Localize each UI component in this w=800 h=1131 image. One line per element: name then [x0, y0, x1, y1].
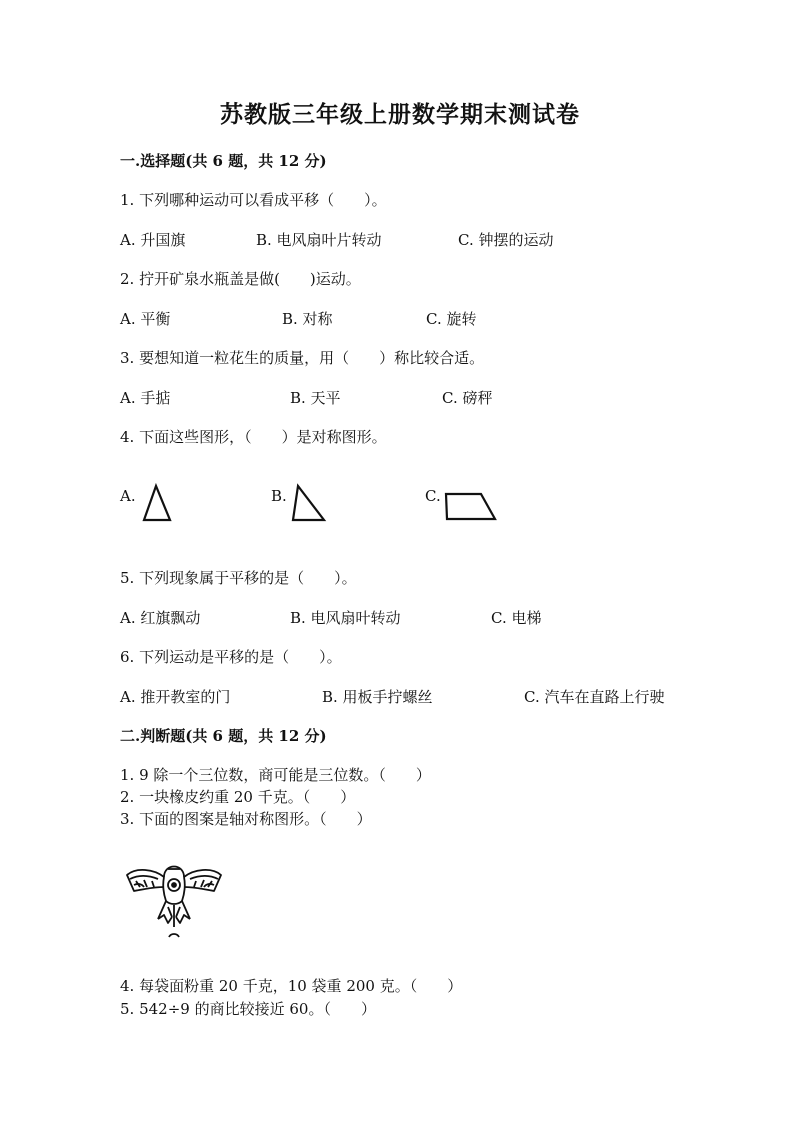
question-5-option-c: C. 电梯: [491, 609, 542, 627]
question-4-stem: 4. 下面这些图形，（ ）是对称图形。: [120, 428, 387, 446]
scalene-triangle-figure: [290, 484, 328, 522]
tf-question-4: 4. 每袋面粉重 20 千克，10 袋重 200 克。（ ）: [120, 977, 463, 995]
question-2-option-c: C. 旋转: [426, 310, 477, 328]
page-title: 苏教版三年级上册数学期末测试卷: [220, 101, 580, 128]
question-1-stem: 1. 下列哪种运动可以看成平移（ ）。: [120, 191, 387, 209]
section-heading-true-false: 二.判断题(共 6 题，共 12 分): [120, 727, 327, 745]
question-3-option-b: B. 天平: [290, 389, 341, 407]
question-6-option-b: B. 用板手拧螺丝: [322, 688, 433, 706]
isosceles-triangle-figure: [141, 484, 173, 522]
question-1-option-b: B. 电风扇叶片转动: [256, 231, 382, 249]
question-1-option-c: C. 钟摆的运动: [458, 231, 554, 249]
question-3-stem: 3. 要想知道一粒花生的质量，用（ ）称比较合适。: [120, 349, 485, 367]
trapezoid-figure: [443, 492, 499, 522]
question-6-option-a: A. 推开教室的门: [120, 688, 231, 706]
question-4-option-b: B.: [271, 487, 287, 505]
question-4-option-a: A.: [120, 487, 136, 505]
question-4-option-c: C.: [425, 487, 441, 505]
question-5-option-b: B. 电风扇叶转动: [290, 609, 401, 627]
question-6-option-c: C. 汽车在直路上行驶: [524, 688, 665, 706]
question-5-option-a: A. 红旗飘动: [120, 609, 201, 627]
question-6-stem: 6. 下列运动是平移的是（ ）。: [120, 648, 342, 666]
question-5-stem: 5. 下列现象属于平移的是（ ）。: [120, 569, 357, 587]
tf-question-5: 5. 542÷9 的商比较接近 60。（ ）: [120, 1000, 376, 1018]
section-heading-choice: 一.选择题(共 6 题，共 12 分): [120, 152, 327, 170]
question-1-option-a: A. 升国旗: [120, 231, 186, 249]
question-2-stem: 2. 拧开矿泉水瓶盖是做( )运动。: [120, 270, 361, 288]
question-3-option-c: C. 磅秤: [442, 389, 493, 407]
tf-question-1: 1. 9 除一个三位数，商可能是三位数。（ ）: [120, 766, 431, 784]
kite-figure: [124, 857, 224, 939]
tf-question-2: 2. 一块橡皮约重 20 千克。（ ）: [120, 788, 356, 806]
question-2-option-a: A. 平衡: [120, 310, 171, 328]
question-2-option-b: B. 对称: [282, 310, 333, 328]
question-3-option-a: A. 手掂: [120, 389, 171, 407]
tf-question-3: 3. 下面的图案是轴对称图形。（ ）: [120, 810, 372, 828]
